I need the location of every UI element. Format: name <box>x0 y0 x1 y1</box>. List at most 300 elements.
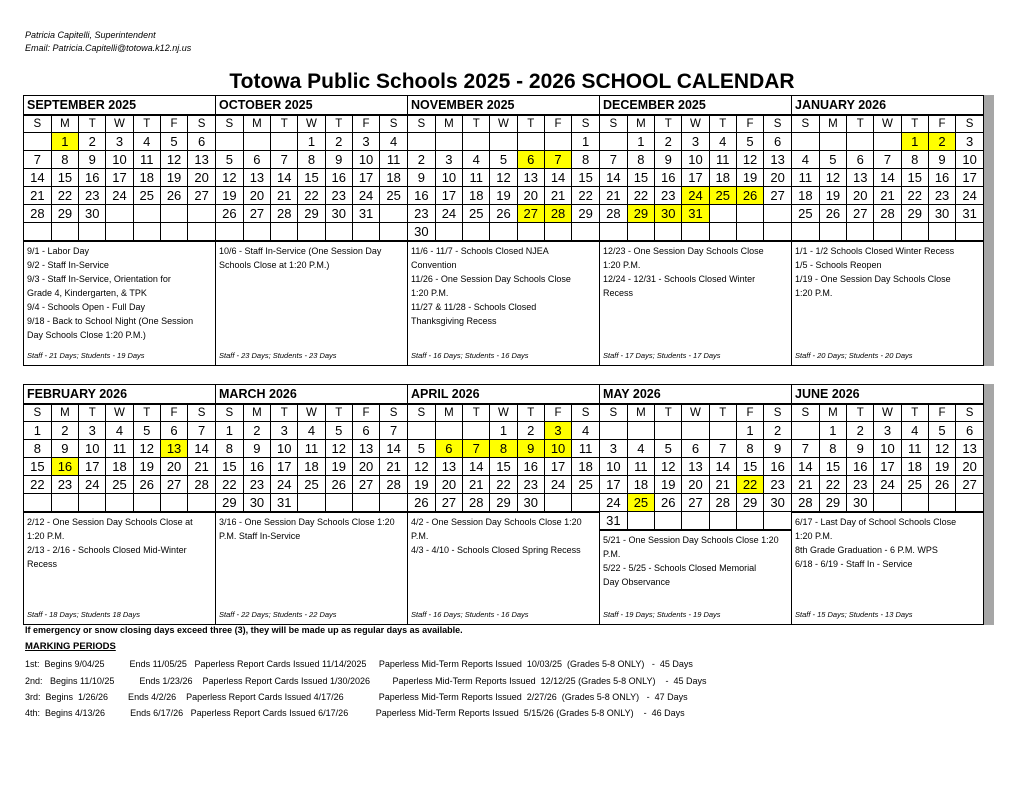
day-cell: 27 <box>847 205 874 223</box>
day-cell: 24 <box>682 187 709 205</box>
day-cell: 2 <box>764 422 791 440</box>
day-cell: 15 <box>490 458 517 476</box>
day-cell: 15 <box>51 169 78 187</box>
day-cell: 11 <box>572 440 599 458</box>
day-cell: 20 <box>435 476 462 494</box>
day-cell: 4 <box>463 151 490 169</box>
day-cell: 24 <box>106 187 133 205</box>
day-cell: 28 <box>188 476 215 494</box>
empty-cell <box>627 422 654 440</box>
empty-cell <box>490 223 517 241</box>
day-cell: 29 <box>819 494 846 512</box>
empty-cell <box>792 422 819 440</box>
day-cell: 2 <box>517 422 544 440</box>
day-cell: 5 <box>133 422 160 440</box>
weekday-header: T <box>847 405 874 422</box>
empty-cell <box>847 223 874 241</box>
day-cell: 1 <box>572 133 599 151</box>
empty-cell <box>901 223 928 241</box>
day-cell: 11 <box>133 151 160 169</box>
day-cell: 28 <box>709 494 736 512</box>
empty-cell <box>682 512 709 530</box>
month-notes <box>216 512 407 625</box>
day-cell: 14 <box>874 169 901 187</box>
empty-cell <box>517 133 544 151</box>
weekday-header: T <box>901 116 928 133</box>
day-cell: 23 <box>764 476 791 494</box>
day-cell: 19 <box>408 476 435 494</box>
day-cell: 22 <box>736 476 763 494</box>
day-cell: 12 <box>819 169 846 187</box>
day-cell: 13 <box>435 458 462 476</box>
day-cell: 16 <box>928 169 955 187</box>
day-cell: 3 <box>352 133 379 151</box>
day-cell: 27 <box>956 476 983 494</box>
empty-cell <box>298 223 325 241</box>
days-summary: Staff - 18 Days; Students 18 Days <box>27 610 140 619</box>
notes-text: 2/12 - One Session Day Schools Close at 1:20 P.M. 2/13 - 2/16 - Schools Closed Mid-Winter Recess <box>27 517 193 569</box>
day-cell: 24 <box>874 476 901 494</box>
day-cell: 10 <box>106 151 133 169</box>
day-cell: 8 <box>24 440 51 458</box>
day-cell: 26 <box>408 494 435 512</box>
weekday-header: T <box>655 405 682 422</box>
weekday-header: W <box>490 405 517 422</box>
day-cell: 27 <box>682 494 709 512</box>
empty-cell <box>160 494 187 512</box>
day-cell: 9 <box>408 169 435 187</box>
weekday-header: S <box>572 116 599 133</box>
day-cell: 29 <box>490 494 517 512</box>
empty-cell <box>24 494 51 512</box>
empty-cell <box>544 133 571 151</box>
weekday-header: F <box>736 405 763 422</box>
day-cell: 17 <box>544 458 571 476</box>
days-summary: Staff - 16 Days; Students - 16 Days <box>411 351 529 360</box>
day-cell: 7 <box>792 440 819 458</box>
day-cell: 15 <box>627 169 654 187</box>
weekday-header: W <box>106 405 133 422</box>
day-cell: 28 <box>544 205 571 223</box>
day-cell: 18 <box>901 458 928 476</box>
day-cell: 5 <box>736 133 763 151</box>
empty-cell <box>79 223 106 241</box>
weekday-header: T <box>847 116 874 133</box>
empty-cell <box>709 223 736 241</box>
day-cell: 13 <box>243 169 270 187</box>
weekday-header: T <box>271 405 298 422</box>
empty-cell <box>408 422 435 440</box>
weekday-header: S <box>792 116 819 133</box>
day-cell: 13 <box>956 440 983 458</box>
day-cell: 3 <box>874 422 901 440</box>
weekday-header: W <box>874 116 901 133</box>
day-cell: 10 <box>271 440 298 458</box>
day-cell: 2 <box>928 133 955 151</box>
day-cell: 3 <box>682 133 709 151</box>
day-cell: 9 <box>243 440 270 458</box>
empty-cell <box>188 223 215 241</box>
empty-cell <box>51 223 78 241</box>
empty-cell <box>736 205 763 223</box>
day-cell: 27 <box>435 494 462 512</box>
empty-cell <box>24 133 51 151</box>
marking-periods-title: MARKING PERIODS <box>25 641 116 652</box>
day-cell: 26 <box>819 205 846 223</box>
day-cell: 7 <box>874 151 901 169</box>
notes-text: 11/6 - 11/7 - Schools Closed NJEA Convention 11/26 - One Session Day Schools Close 1:20 P.M. 11/27 & 11/28 - Schools Closed Thanksgiving Recess <box>411 246 571 326</box>
empty-cell <box>544 494 571 512</box>
day-cell: 21 <box>24 187 51 205</box>
day-cell: 5 <box>216 151 243 169</box>
day-cell: 10 <box>544 440 571 458</box>
day-cell: 31 <box>956 205 983 223</box>
weekday-header: M <box>51 405 78 422</box>
day-cell: 24 <box>600 494 627 512</box>
day-cell: 9 <box>764 440 791 458</box>
day-cell: 9 <box>79 151 106 169</box>
day-cell: 20 <box>682 476 709 494</box>
day-cell: 11 <box>106 440 133 458</box>
day-cell: 22 <box>627 187 654 205</box>
day-cell: 26 <box>928 476 955 494</box>
month-june-2026 <box>791 384 984 625</box>
day-cell: 23 <box>79 187 106 205</box>
day-cell: 24 <box>956 187 983 205</box>
notes-text: 6/17 - Last Day of School Schools Close 1:20 P.M. 8th Grade Graduation - 6 P.M. WPS 6/18 - 6/19 - Staff In - Service <box>795 517 957 569</box>
day-cell: 26 <box>133 476 160 494</box>
day-cell: 25 <box>572 476 599 494</box>
day-cell: 4 <box>106 422 133 440</box>
day-cell: 25 <box>463 205 490 223</box>
day-cell: 2 <box>79 133 106 151</box>
day-cell: 14 <box>463 458 490 476</box>
weekday-header: S <box>600 405 627 422</box>
weekday-header: S <box>600 116 627 133</box>
day-cell: 28 <box>792 494 819 512</box>
day-cell: 16 <box>51 458 78 476</box>
day-cell: 7 <box>600 151 627 169</box>
weekday-header: S <box>792 405 819 422</box>
empty-cell <box>600 133 627 151</box>
day-cell: 19 <box>928 458 955 476</box>
day-cell: 26 <box>655 494 682 512</box>
day-cell: 10 <box>874 440 901 458</box>
day-cell: 17 <box>352 169 379 187</box>
day-cell: 3 <box>271 422 298 440</box>
empty-cell <box>956 223 983 241</box>
notes-text: 5/21 - One Session Day Schools Close 1:20 P.M. 5/22 - 5/25 - Schools Closed Memorial Day Observance <box>603 535 779 587</box>
day-cell: 24 <box>352 187 379 205</box>
day-cell: 12 <box>216 169 243 187</box>
empty-cell <box>243 223 270 241</box>
day-cell: 18 <box>709 169 736 187</box>
day-cell: 4 <box>792 151 819 169</box>
days-summary: Staff - 22 Days; Students - 22 Days <box>219 610 337 619</box>
weekday-header: M <box>627 405 654 422</box>
weekday-header: S <box>764 405 791 422</box>
days-summary: Staff - 19 Days; Students - 19 Days <box>603 610 721 619</box>
day-cell: 24 <box>271 476 298 494</box>
day-cell: 11 <box>901 440 928 458</box>
empty-cell <box>188 205 215 223</box>
day-cell: 23 <box>243 476 270 494</box>
empty-cell <box>325 223 352 241</box>
day-cell: 22 <box>51 187 78 205</box>
weekday-header: T <box>133 405 160 422</box>
empty-cell <box>79 494 106 512</box>
day-cell: 6 <box>847 151 874 169</box>
day-cell: 22 <box>572 187 599 205</box>
day-cell: 20 <box>243 187 270 205</box>
weekday-header: F <box>928 116 955 133</box>
day-cell: 23 <box>847 476 874 494</box>
day-cell: 16 <box>655 169 682 187</box>
day-cell: 17 <box>106 169 133 187</box>
empty-cell <box>24 223 51 241</box>
day-cell: 23 <box>51 476 78 494</box>
day-cell: 21 <box>380 458 407 476</box>
day-cell: 19 <box>133 458 160 476</box>
day-cell: 31 <box>600 512 627 530</box>
days-summary: Staff - 15 Days; Students - 13 Days <box>795 610 913 619</box>
day-cell: 16 <box>517 458 544 476</box>
day-cell: 8 <box>819 440 846 458</box>
weekday-header: T <box>517 405 544 422</box>
weekday-header: S <box>24 405 51 422</box>
day-cell: 30 <box>655 205 682 223</box>
day-cell: 25 <box>709 187 736 205</box>
day-cell: 23 <box>408 205 435 223</box>
empty-cell <box>435 133 462 151</box>
day-cell: 16 <box>79 169 106 187</box>
day-cell: 28 <box>463 494 490 512</box>
day-cell: 29 <box>572 205 599 223</box>
day-cell: 19 <box>655 476 682 494</box>
weekday-header: F <box>160 405 187 422</box>
empty-cell <box>517 223 544 241</box>
weekday-header: S <box>408 405 435 422</box>
month-days-table <box>408 115 599 241</box>
month-name: APRIL 2026 <box>408 385 599 404</box>
empty-cell <box>463 223 490 241</box>
day-cell: 30 <box>79 205 106 223</box>
day-cell: 16 <box>764 458 791 476</box>
weekday-header: T <box>79 116 106 133</box>
day-cell: 14 <box>709 458 736 476</box>
day-cell: 1 <box>736 422 763 440</box>
day-cell: 1 <box>24 422 51 440</box>
empty-cell <box>463 133 490 151</box>
empty-cell <box>655 512 682 530</box>
empty-cell <box>133 223 160 241</box>
day-cell: 28 <box>600 205 627 223</box>
month-days-table <box>24 115 215 241</box>
day-cell: 3 <box>435 151 462 169</box>
day-cell: 8 <box>216 440 243 458</box>
day-cell: 22 <box>490 476 517 494</box>
day-cell: 1 <box>216 422 243 440</box>
weekday-header: M <box>435 116 462 133</box>
weekday-header: S <box>188 405 215 422</box>
day-cell: 10 <box>956 151 983 169</box>
day-cell: 19 <box>736 169 763 187</box>
month-days-table <box>600 115 791 241</box>
empty-cell <box>901 494 928 512</box>
day-cell: 12 <box>133 440 160 458</box>
day-cell: 18 <box>106 458 133 476</box>
day-cell: 15 <box>736 458 763 476</box>
day-cell: 21 <box>188 458 215 476</box>
day-cell: 17 <box>956 169 983 187</box>
day-cell: 13 <box>160 440 187 458</box>
day-cell: 1 <box>901 133 928 151</box>
day-cell: 8 <box>572 151 599 169</box>
day-cell: 6 <box>243 151 270 169</box>
month-notes <box>600 530 791 625</box>
notes-text: 4/2 - One Session Day Schools Close 1:20 P.M. 4/3 - 4/10 - Schools Closed Spring Recess <box>411 517 582 555</box>
day-cell: 17 <box>682 169 709 187</box>
weekday-header: F <box>160 116 187 133</box>
weekday-header: M <box>435 405 462 422</box>
month-november-2025 <box>407 95 600 366</box>
days-summary: Staff - 21 Days; Students - 19 Days <box>27 351 145 360</box>
empty-cell <box>655 422 682 440</box>
day-cell: 27 <box>517 205 544 223</box>
weekday-header: F <box>352 405 379 422</box>
empty-cell <box>380 223 407 241</box>
day-cell: 14 <box>24 169 51 187</box>
day-cell: 31 <box>271 494 298 512</box>
day-cell: 24 <box>435 205 462 223</box>
day-cell: 2 <box>51 422 78 440</box>
weekday-header: S <box>216 405 243 422</box>
day-cell: 19 <box>160 169 187 187</box>
day-cell: 15 <box>24 458 51 476</box>
empty-cell <box>627 223 654 241</box>
empty-cell <box>792 223 819 241</box>
day-cell: 7 <box>24 151 51 169</box>
empty-cell <box>709 422 736 440</box>
day-cell: 1 <box>298 133 325 151</box>
month-notes <box>24 512 215 625</box>
day-cell: 29 <box>627 205 654 223</box>
day-cell: 1 <box>627 133 654 151</box>
day-cell: 2 <box>655 133 682 151</box>
month-notes <box>792 241 983 366</box>
day-cell: 26 <box>736 187 763 205</box>
day-cell: 3 <box>544 422 571 440</box>
day-cell: 6 <box>517 151 544 169</box>
weekday-header: T <box>709 116 736 133</box>
day-cell: 1 <box>490 422 517 440</box>
day-cell: 5 <box>819 151 846 169</box>
weekday-header: T <box>463 405 490 422</box>
day-cell: 14 <box>544 169 571 187</box>
day-cell: 19 <box>216 187 243 205</box>
weekday-header: S <box>956 116 983 133</box>
day-cell: 17 <box>874 458 901 476</box>
empty-cell <box>682 422 709 440</box>
day-cell: 3 <box>956 133 983 151</box>
day-cell: 19 <box>819 187 846 205</box>
superintendent-email: Email: Patricia.Capitelli@totowa.k12.nj.us <box>25 43 192 53</box>
day-cell: 30 <box>408 223 435 241</box>
day-cell: 12 <box>655 458 682 476</box>
day-cell: 3 <box>106 133 133 151</box>
day-cell: 5 <box>160 133 187 151</box>
day-cell: 22 <box>819 476 846 494</box>
month-shadow <box>984 95 994 366</box>
notes-text: 10/6 - Staff In-Service (One Session Day Schools Close at 1:20 P.M.) <box>219 246 382 270</box>
empty-cell <box>736 512 763 530</box>
month-name: SEPTEMBER 2025 <box>24 96 215 115</box>
month-name: MAY 2026 <box>600 385 791 404</box>
month-days-table <box>24 404 215 512</box>
empty-cell <box>133 494 160 512</box>
day-cell: 25 <box>133 187 160 205</box>
empty-cell <box>352 223 379 241</box>
day-cell: 30 <box>243 494 270 512</box>
day-cell: 23 <box>655 187 682 205</box>
empty-cell <box>106 205 133 223</box>
day-cell: 25 <box>106 476 133 494</box>
day-cell: 23 <box>517 476 544 494</box>
weekday-header: T <box>325 405 352 422</box>
day-cell: 18 <box>572 458 599 476</box>
month-days-table <box>792 404 983 512</box>
month-name: MARCH 2026 <box>216 385 407 404</box>
day-cell: 29 <box>216 494 243 512</box>
day-cell: 8 <box>736 440 763 458</box>
weekday-header: F <box>736 116 763 133</box>
day-cell: 20 <box>764 169 791 187</box>
day-cell: 28 <box>24 205 51 223</box>
day-cell: 27 <box>352 476 379 494</box>
day-cell: 20 <box>188 169 215 187</box>
empty-cell <box>709 512 736 530</box>
day-cell: 4 <box>380 133 407 151</box>
day-cell: 12 <box>160 151 187 169</box>
marking-period-2: 2nd: Begins 11/10/25 Ends 1/23/26 Paperless Report Cards Issued 1/30/2026 Paperless Mid-Term Reports Issued 12/12/25 (Grades 5-8 ONLY) - 45 Days <box>25 676 707 686</box>
day-cell: 30 <box>325 205 352 223</box>
day-cell: 24 <box>79 476 106 494</box>
day-cell: 10 <box>435 169 462 187</box>
day-cell: 14 <box>600 169 627 187</box>
month-february-2026 <box>23 384 216 625</box>
day-cell: 16 <box>408 187 435 205</box>
day-cell: 18 <box>133 169 160 187</box>
day-cell: 27 <box>243 205 270 223</box>
empty-cell <box>956 494 983 512</box>
day-cell: 7 <box>188 422 215 440</box>
empty-cell <box>408 133 435 151</box>
day-cell: 9 <box>517 440 544 458</box>
month-name: NOVEMBER 2025 <box>408 96 599 115</box>
day-cell: 17 <box>600 476 627 494</box>
empty-cell <box>819 223 846 241</box>
day-cell: 27 <box>188 187 215 205</box>
empty-cell <box>764 512 791 530</box>
day-cell: 25 <box>901 476 928 494</box>
days-summary: Staff - 20 Days; Students - 20 Days <box>795 351 913 360</box>
weekday-header: S <box>380 116 407 133</box>
day-cell: 17 <box>271 458 298 476</box>
day-cell: 13 <box>352 440 379 458</box>
weekday-header: M <box>627 116 654 133</box>
day-cell: 28 <box>380 476 407 494</box>
month-name: JUNE 2026 <box>792 385 983 404</box>
